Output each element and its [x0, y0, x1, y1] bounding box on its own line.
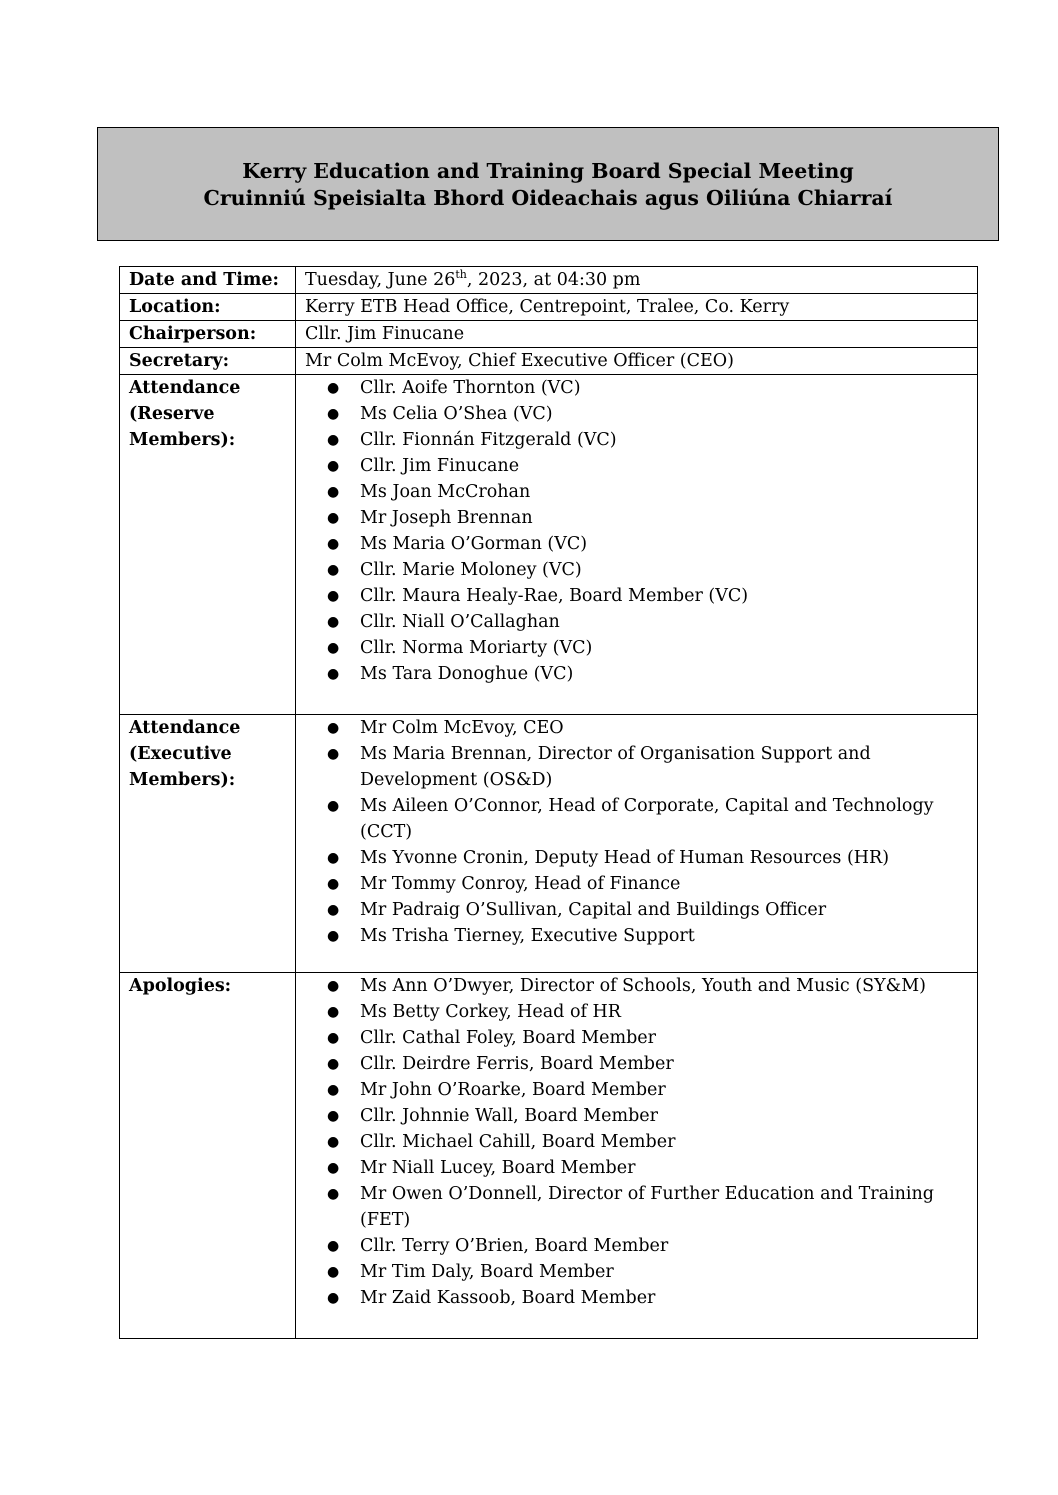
member-name: Cllr. Jim Finucane	[360, 456, 520, 476]
member-name: Ms Tara Donoghue (VC)	[360, 664, 574, 684]
bullet-icon: ●	[327, 432, 340, 448]
chairperson-row	[120, 321, 978, 348]
list-item	[296, 1285, 977, 1311]
date-row	[120, 267, 978, 294]
attendance-reserve-cell	[296, 375, 978, 715]
secretary-row	[120, 348, 978, 375]
bullet-icon: ●	[327, 458, 340, 474]
list-item	[296, 1129, 977, 1155]
list-item	[296, 923, 977, 949]
chairperson-value: Cllr. Jim Finucane	[296, 321, 978, 348]
bullet-icon: ●	[327, 380, 340, 396]
list-item	[296, 1103, 977, 1129]
member-name: Ms Betty Corkey, Head of HR	[360, 1002, 621, 1022]
date-value	[296, 267, 978, 294]
list-item	[296, 871, 977, 897]
bullet-icon: ●	[327, 562, 340, 578]
bullet-icon: ●	[327, 876, 340, 892]
list-item	[296, 1025, 977, 1051]
bullet-icon: ●	[327, 1264, 340, 1280]
bullet-icon: ●	[327, 1160, 340, 1176]
attendance-reserve-label: Attendance (Reserve Members):	[120, 375, 296, 715]
list-item	[296, 609, 977, 635]
member-name: Ms Yvonne Cronin, Deputy Head of Human Resources (HR)	[360, 848, 890, 868]
member-name: Ms Maria Brennan, Director of Organisation Support and Development (OS&D)	[360, 744, 871, 790]
member-name: Mr Owen O’Donnell, Director of Further Education and Training (FET)	[360, 1184, 935, 1230]
bullet-icon: ●	[327, 746, 340, 762]
bullet-icon: ●	[327, 510, 340, 526]
location-row	[120, 294, 978, 321]
list-item	[296, 845, 977, 871]
member-name: Mr John O’Roarke, Board Member	[360, 1080, 666, 1100]
member-name: Cllr. Johnnie Wall, Board Member	[360, 1106, 659, 1126]
date-text: Tuesday, June 26	[305, 270, 456, 290]
member-name: Mr Padraig O’Sullivan, Capital and Buildings Officer	[360, 900, 827, 920]
bullet-icon: ●	[327, 902, 340, 918]
member-name: Ms Celia O’Shea (VC)	[360, 404, 553, 424]
member-name: Cllr. Marie Moloney (VC)	[360, 560, 582, 580]
member-name: Ms Ann O’Dwyer, Director of Schools, Youth and Music (SY&M)	[360, 976, 926, 996]
date-suffix: th	[455, 268, 467, 282]
apologies-label: Apologies:	[120, 973, 296, 1339]
apologies-row	[120, 973, 978, 1339]
list-item	[296, 973, 977, 999]
location-value: Kerry ETB Head Office, Centrepoint, Tralee, Co. Kerry	[296, 294, 978, 321]
list-item	[296, 479, 977, 505]
list-item	[296, 715, 977, 741]
member-name: Cllr. Terry O’Brien, Board Member	[360, 1236, 669, 1256]
location-label: Location:	[120, 294, 296, 321]
title-english: Kerry Education and Training Board Special Meeting	[242, 159, 854, 183]
bullet-icon: ●	[327, 666, 340, 682]
bullet-icon: ●	[327, 1134, 340, 1150]
list-item	[296, 999, 977, 1025]
attendance-executive-cell	[296, 715, 978, 973]
bullet-icon: ●	[327, 406, 340, 422]
secretary-label: Secretary:	[120, 348, 296, 375]
bullet-icon: ●	[327, 978, 340, 994]
list-item	[296, 793, 977, 845]
member-name: Cllr. Deirdre Ferris, Board Member	[360, 1054, 674, 1074]
member-name: Cllr. Niall O’Callaghan	[360, 612, 560, 632]
bullet-icon: ●	[327, 1186, 340, 1202]
bullet-icon: ●	[327, 928, 340, 944]
member-name: Cllr. Michael Cahill, Board Member	[360, 1132, 676, 1152]
bullet-icon: ●	[327, 536, 340, 552]
bullet-icon: ●	[327, 1108, 340, 1124]
member-name: Ms Joan McCrohan	[360, 482, 531, 502]
bullet-icon: ●	[327, 1290, 340, 1306]
member-name: Ms Trisha Tierney, Executive Support	[360, 926, 695, 946]
bullet-icon: ●	[327, 1082, 340, 1098]
attendance-executive-label: Attendance (Executive Members):	[120, 715, 296, 973]
date-label: Date and Time:	[120, 267, 296, 294]
list-item	[296, 661, 977, 687]
member-name: Mr Tim Daly, Board Member	[360, 1262, 614, 1282]
title-irish: Cruinniú Speisialta Bhord Oideachais agus Oiliúna Chiarraí	[203, 186, 893, 210]
member-name: Ms Maria O’Gorman (VC)	[360, 534, 588, 554]
chairperson-label: Chairperson:	[120, 321, 296, 348]
member-name: Ms Aileen O’Connor, Head of Corporate, Capital and Technology (CCT)	[360, 796, 934, 842]
list-item	[296, 375, 977, 401]
list-item	[296, 1155, 977, 1181]
date-rest: , 2023, at 04:30 pm	[466, 270, 641, 290]
meeting-header	[97, 127, 999, 241]
list-item	[296, 583, 977, 609]
secretary-value: Mr Colm McEvoy, Chief Executive Officer (CEO)	[296, 348, 978, 375]
member-name: Mr Zaid Kassoob, Board Member	[360, 1288, 656, 1308]
member-name: Cllr. Aoife Thornton (VC)	[360, 378, 581, 398]
bullet-icon: ●	[327, 850, 340, 866]
member-name: Mr Tommy Conroy, Head of Finance	[360, 874, 681, 894]
attendance-reserve-list	[296, 375, 977, 687]
member-name: Cllr. Norma Moriarty (VC)	[360, 638, 593, 658]
bullet-icon: ●	[327, 798, 340, 814]
bullet-icon: ●	[327, 720, 340, 736]
attendance-executive-row	[120, 715, 978, 973]
bullet-icon: ●	[327, 640, 340, 656]
list-item	[296, 741, 977, 793]
member-name: Cllr. Cathal Foley, Board Member	[360, 1028, 656, 1048]
list-item	[296, 505, 977, 531]
list-item	[296, 531, 977, 557]
bullet-icon: ●	[327, 614, 340, 630]
list-item	[296, 427, 977, 453]
list-item	[296, 635, 977, 661]
attendance-reserve-row	[120, 375, 978, 715]
bullet-icon: ●	[327, 588, 340, 604]
member-name: Mr Colm McEvoy, CEO	[360, 718, 564, 738]
bullet-icon: ●	[327, 1004, 340, 1020]
bullet-icon: ●	[327, 484, 340, 500]
list-item	[296, 1077, 977, 1103]
list-item	[296, 453, 977, 479]
attendance-executive-list	[296, 715, 977, 949]
member-name: Cllr. Fionnán Fitzgerald (VC)	[360, 430, 617, 450]
list-item	[296, 1259, 977, 1285]
list-item	[296, 401, 977, 427]
member-name: Mr Joseph Brennan	[360, 508, 533, 528]
list-item	[296, 1233, 977, 1259]
apologies-cell	[296, 973, 978, 1339]
list-item	[296, 1051, 977, 1077]
list-item	[296, 897, 977, 923]
bullet-icon: ●	[327, 1056, 340, 1072]
member-name: Cllr. Maura Healy-Rae, Board Member (VC)	[360, 586, 749, 606]
apologies-list	[296, 973, 977, 1311]
bullet-icon: ●	[327, 1030, 340, 1046]
list-item	[296, 1181, 977, 1233]
bullet-icon: ●	[327, 1238, 340, 1254]
meeting-details-table	[119, 266, 978, 1339]
list-item	[296, 557, 977, 583]
member-name: Mr Niall Lucey, Board Member	[360, 1158, 636, 1178]
